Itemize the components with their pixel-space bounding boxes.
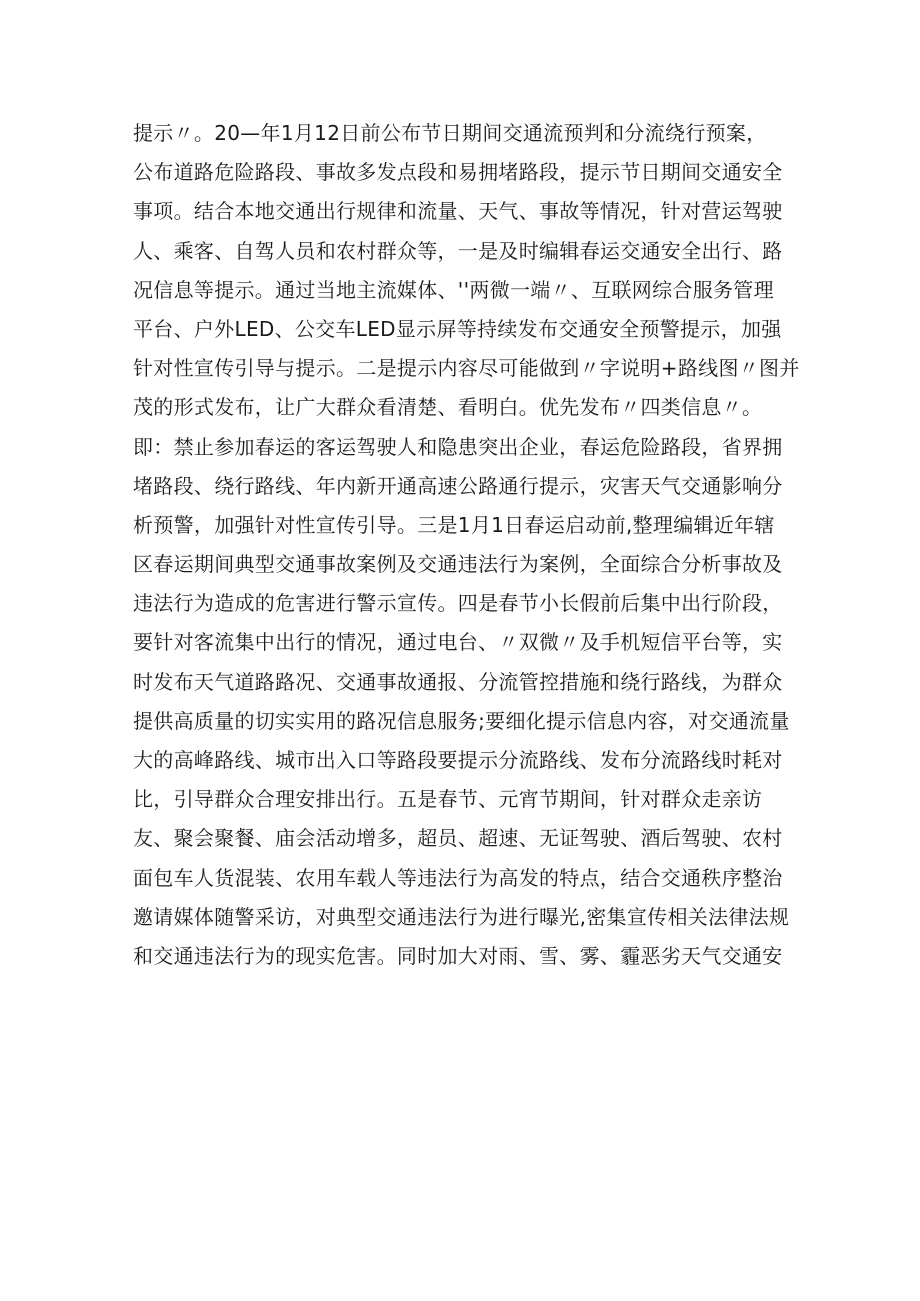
- text-line: 时发布天气道路路况、交通事故通报、分流管控措施和绕行路线，为群众: [133, 669, 783, 694]
- text-line: 和交通违法行为的现实危害。同时加大对雨、雪、雾、霾恶劣天气交通安: [133, 943, 783, 968]
- text-line: 即：禁止参加春运的客运驾驶人和隐患突出企业，春运危险路段，省界拥: [133, 434, 783, 459]
- text-line: 况信息等提示。通过当地主流媒体、''两微一端〃、互联网综合服务管理: [133, 277, 774, 302]
- text-line: 区春运期间典型交通事故案例及交通违法行为案例，全面综合分析事故及: [133, 552, 783, 577]
- text-line: 人、乘客、自驾人员和农村群众等，一是及时编辑春运交通安全出行、路: [133, 238, 783, 263]
- text-line: 茂的形式发布，让广大群众看清楚、看明白。优先发布〃四类信息〃。: [133, 395, 763, 420]
- text-line: 提供高质量的切实实用的路况信息服务;要细化提示信息内容，对交通流量: [133, 708, 790, 733]
- body-text: [133, 114, 800, 976]
- text-line: 事项。结合本地交通出行规律和流量、天气、事故等情况，针对营运驾驶: [133, 199, 783, 224]
- text-line: 邀请媒体随警采访，对典型交通违法行为进行曝光,密集宣传相关法律法规: [133, 904, 790, 929]
- text-line: 友、聚会聚餐、庙会活动增多，超员、超速、无证驾驶、酒后驾驶、农村: [133, 826, 783, 851]
- text-line: 违法行为造成的危害进行警示宣传。四是春节小长假前后集中出行阶段，: [133, 591, 783, 616]
- text-line: 比，引导群众合理安排出行。五是春节、元宵节期间，针对群众走亲访: [133, 787, 763, 812]
- text-line: 面包车人货混装、农用车载人等违法行为高发的特点，结合交通秩序整治: [133, 865, 783, 890]
- text-line: 提示〃。20—年1月12日前公布节日期间交通流预判和分流绕行预案，: [133, 121, 767, 145]
- text-line: 析预警，加强针对性宣传引导。三是1月1日春运启动前,整理编辑近年辖: [133, 512, 775, 537]
- text-line: 要针对客流集中出行的情况，通过电台、〃双微〃及手机短信平台等，实: [133, 630, 783, 655]
- text-line: 大的高峰路线、城市出入口等路段要提示分流路线、发布分流路线时耗对: [133, 748, 783, 772]
- text-line: 堵路段、绕行路线、年内新开通高速公路通行提示，灾害天气交通影响分: [133, 473, 783, 498]
- text-line: 平台、户外LED、公交车LED显示屏等持续发布交通安全预警提示，加强: [133, 316, 782, 341]
- text-line: 针对性宣传引导与提示。二是提示内容尽可能做到〃字说明+路线图〃图并: [133, 356, 800, 381]
- text-line: 公布道路危险路段、事故多发点段和易拥堵路段，提示节日期间交通安全: [133, 160, 783, 185]
